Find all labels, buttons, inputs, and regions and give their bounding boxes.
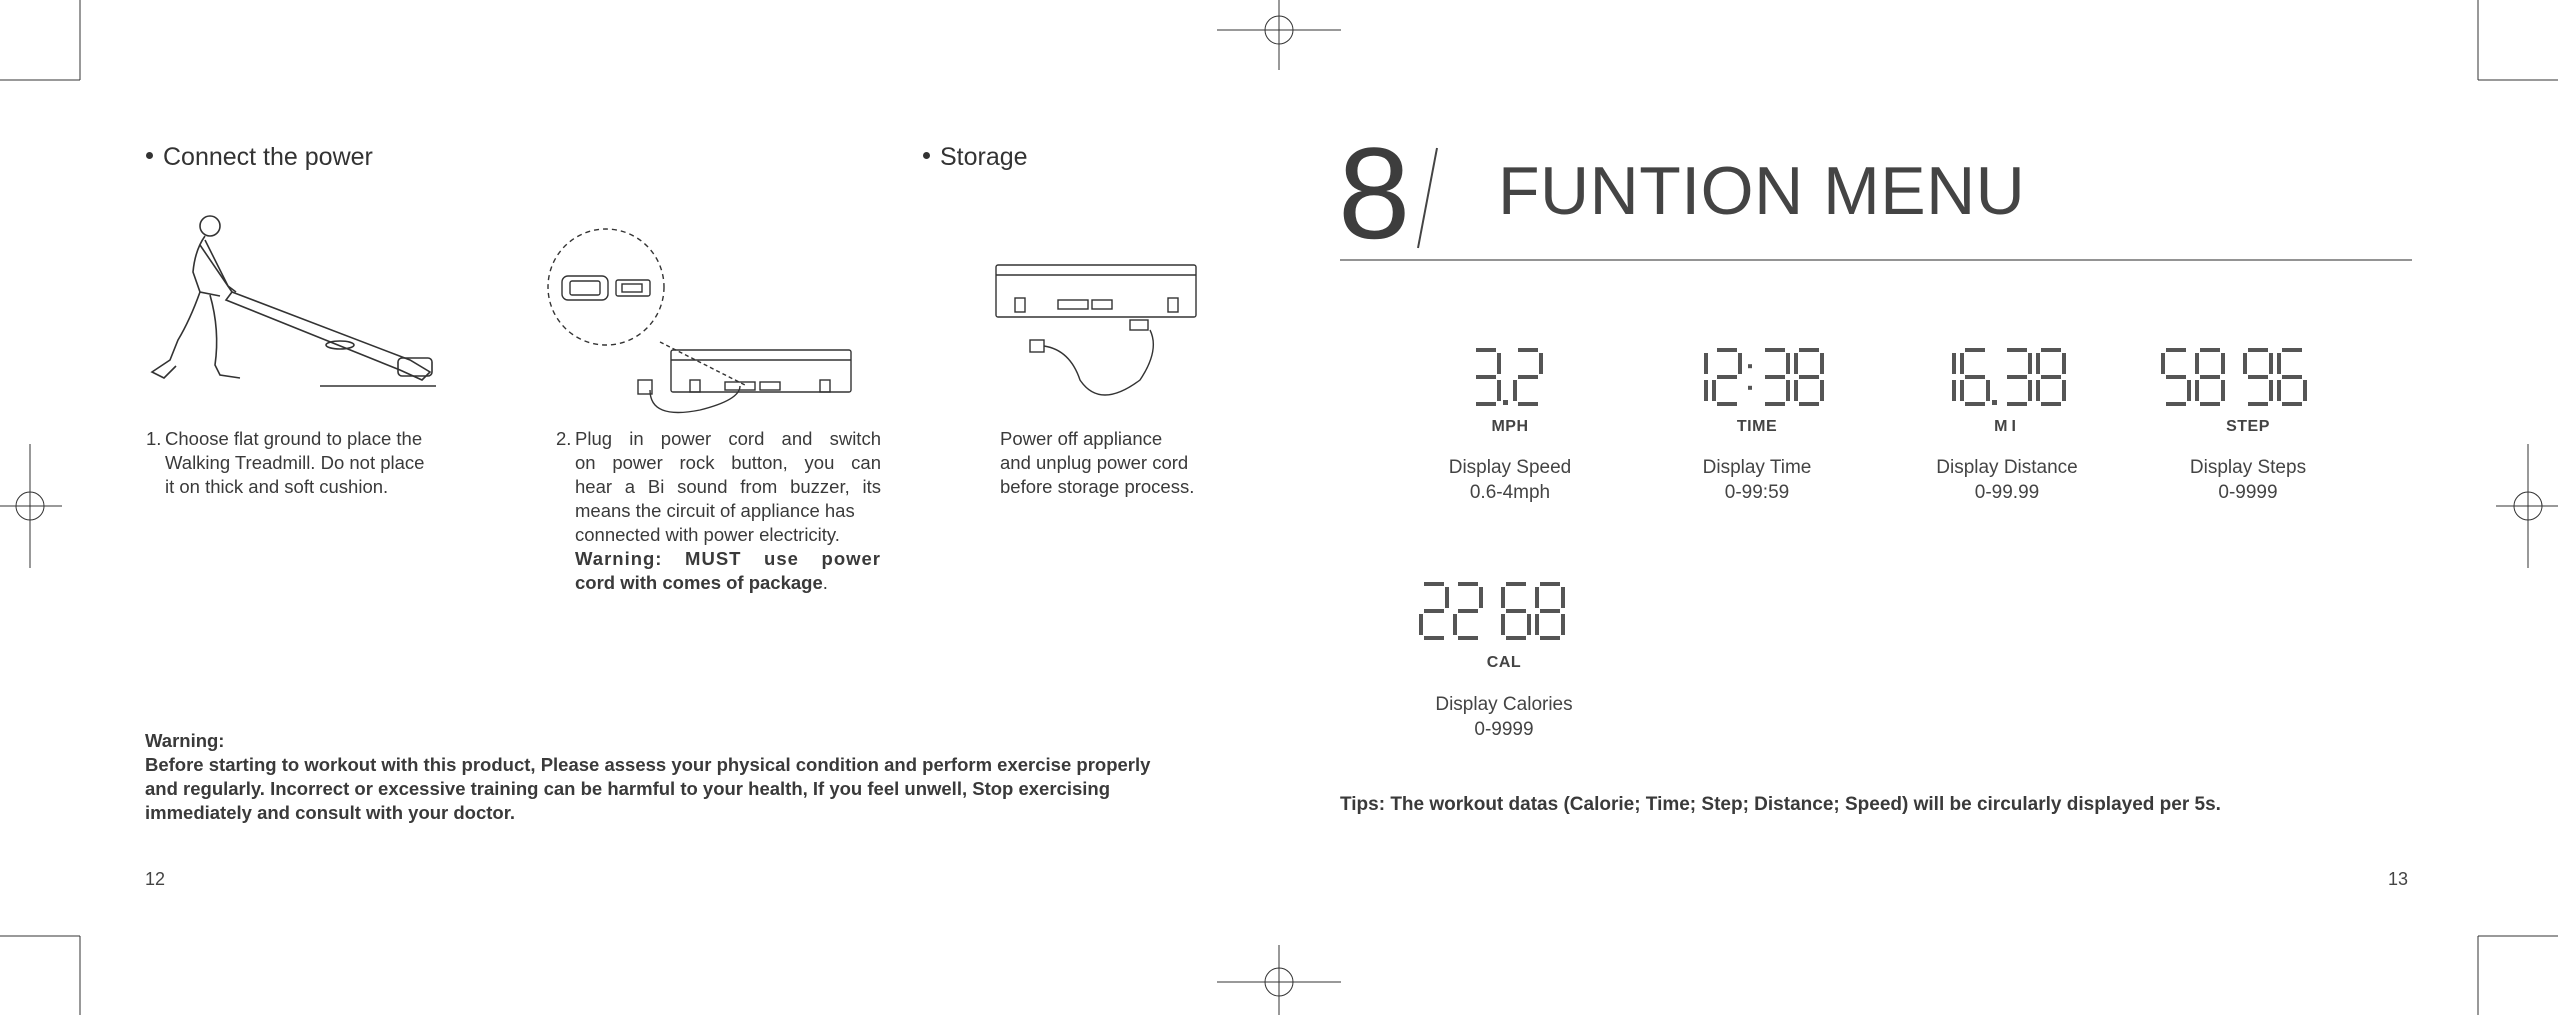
tips-text: Tips: The workout datas (Calorie; Time; Step; Distance; Speed) will be circularly displayed per 5s. bbox=[1340, 794, 2221, 815]
person-pushing-treadmill-icon bbox=[152, 216, 436, 386]
step-2: 2. Plug in power cord and switch on power rock button, you can hear a Bi sound from buzzer, its means the circuit of appliance has connected with power electricity. Warning: MUST use power cord with comes of package. bbox=[556, 428, 881, 593]
lcd-display-mph bbox=[1476, 350, 1541, 405]
unit-mi: MI bbox=[1994, 418, 2020, 435]
crop-mark-icon bbox=[2478, 0, 2558, 1015]
treadmill-storage-icon bbox=[996, 265, 1196, 395]
registration-mark-icon bbox=[0, 444, 62, 568]
lcd-display-time bbox=[1706, 350, 1822, 404]
treadmill-plug-icon bbox=[638, 342, 851, 413]
registration-mark-icon bbox=[1217, 0, 1341, 70]
registration-mark-icon bbox=[2496, 444, 2558, 568]
display-calories: Display Calories 0-9999 bbox=[1435, 694, 1573, 740]
unit-time: TIME bbox=[1736, 418, 1778, 435]
step-1: 1. Choose flat ground to place the Walking Treadmill. Do not place it on thick and soft cushion. bbox=[146, 428, 425, 497]
page-number-left: 12 bbox=[145, 869, 166, 889]
display-steps: Display Steps 0-9999 bbox=[2189, 457, 2307, 503]
section-number: 8 bbox=[1338, 120, 1411, 266]
connect-power-heading: Connect the power bbox=[146, 143, 373, 172]
page-title: FUNTION MENU bbox=[1498, 153, 2026, 229]
step-1-text: Choose flat ground to place the Walking Treadmill. Do not place it on thick and soft cushion. bbox=[165, 428, 425, 497]
step-2-text: Plug in power cord and switch on power rock button, you can hear a Bi sound from buzzer, its means the circuit of appliance has connected with power electricity. Warning: MUST use power cord with comes of package. bbox=[575, 428, 881, 593]
bullet-icon bbox=[923, 152, 930, 159]
lcd-display-cal bbox=[1421, 584, 1563, 638]
display-time: Display Time 0-99:59 bbox=[1702, 457, 1812, 503]
lcd-display-step bbox=[2163, 350, 2305, 404]
unit-cal: CAL bbox=[1486, 654, 1522, 671]
registration-mark-icon bbox=[1217, 945, 1341, 1015]
storage-heading: Storage bbox=[923, 143, 1028, 172]
page-number-right: 13 bbox=[2388, 869, 2409, 889]
lcd-display-mi bbox=[1954, 350, 2064, 405]
display-distance: Display Distance 0-99.99 bbox=[1936, 457, 2078, 503]
storage-text: Power off appliance and unplug power cord before storage process. bbox=[1000, 428, 1195, 497]
display-speed: Display Speed 0.6-4mph bbox=[1448, 457, 1572, 503]
warning-block: Warning: Before starting to workout with this product, Please assess your physical condition and perform exercise properly and regularly. Incorrect or excessive training can be harmful to your health, If you feel unwell, Stop exercising immediately and consult with your doctor. bbox=[145, 730, 1151, 823]
power-socket-icon bbox=[548, 229, 664, 345]
title-slash bbox=[1418, 148, 1437, 248]
unit-step: STEP bbox=[2226, 418, 2270, 435]
bullet-icon bbox=[146, 152, 153, 159]
unit-mph: MPH bbox=[1491, 418, 1529, 435]
crop-mark-icon bbox=[0, 0, 80, 1015]
